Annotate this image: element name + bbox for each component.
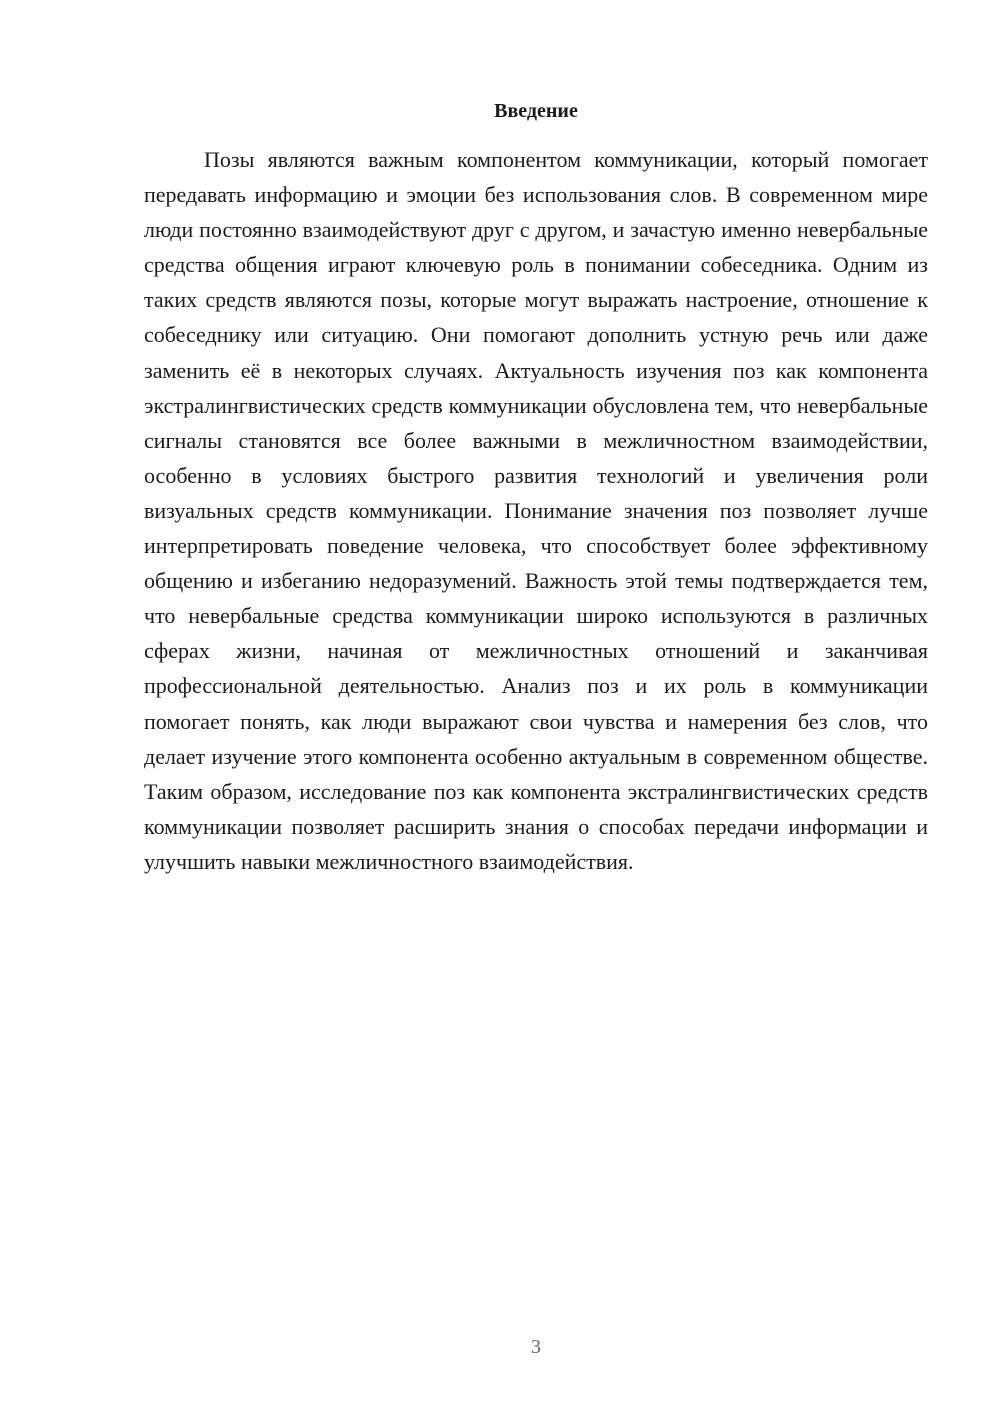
section-heading: Введение: [494, 100, 578, 122]
body-paragraph: Позы являются важным компонентом коммуникации, который помогает передавать информацию и эмоции без использования слов. В современном мире люди постоянно взаимодействуют друг с другом, и зачастую именно невербальные средства общения играют ключевую роль в понимании собеседника. Одним из таких средств являются позы, которые могут выражать настроение, отношение к собеседнику или ситуацию. Они помогают дополнить устную речь или даже заменить её в некоторых случаях. Актуальность изучения поз как компонента экстралингвистических средств коммуникации обусловлена тем, что невербальные сигналы становятся все более важными в межличностном взаимодействии, особенно в условиях быстрого развития технологий и увеличения роли визуальных средств коммуникации. Понимание значения поз позволяет лучше интерпретировать поведение человека, что способствует более эффективному общению и избеганию недоразумений. Важность этой темы подтверждается тем, что невербальные средства коммуникации широко используются в различных сферах жизни, начиная от межличностных отношений и заканчивая профессиональной деятельностью. Анализ поз и их роль в коммуникации помогает понять, как люди выражают свои чувства и намерения без слов, что делает изучение этого компонента особенно актуальным в современном обществе. Таким образом, исследование поз как компонента экстралингвистических средств коммуникации позволяет расширить знания о способах передачи информации и улучшить навыки межличностного взаимодействия.: [144, 147, 928, 874]
page-number: 3: [531, 1336, 541, 1358]
